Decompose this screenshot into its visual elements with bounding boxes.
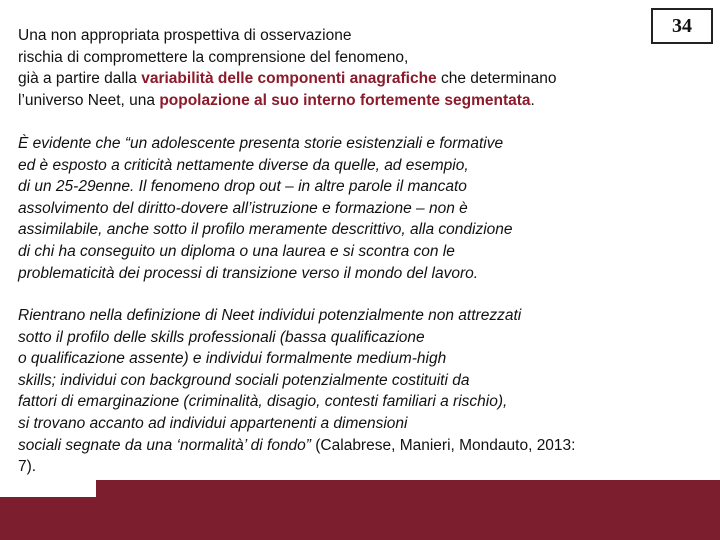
intro-line-4-end: . (530, 91, 535, 109)
quote2-line-5: fattori di emarginazione (criminalità, disagio, contesti familiari a rischio), (18, 393, 508, 411)
quote-paragraph-2 (18, 305, 688, 478)
footer-bar-left (0, 497, 96, 540)
intro-paragraph (18, 25, 688, 111)
quote2-line-6: si trovano accanto ad individui appartenenti a dimensioni (18, 414, 408, 432)
quote2-line-1: Rientrano nella definizione di Neet individui potenzialmente non attrezzati (18, 307, 522, 324)
quote1-line-3: di un 25-29enne. Il fenomeno drop out – in altre parole il mancato (18, 178, 467, 196)
quote1-line-4: assolvimento del diritto-dovere all’istruzione e formazione – non è (18, 199, 468, 217)
highlight-variabilita: variabilità delle componenti anagrafiche (141, 70, 437, 88)
intro-line-4-start: l’universo Neet, una (18, 91, 160, 109)
intro-line-2: rischia di compromettere la comprensione del fenomeno, (18, 48, 409, 66)
intro-line-3 (18, 68, 688, 90)
quote1-line-5: assimilabile, anche sotto il profilo meramente descrittivo, alla condizione (18, 221, 513, 239)
quote1-line-2: ed è esposto a criticità nettamente diverse da quelle, ad esempio, (18, 156, 469, 174)
intro-line-3-end: che determinano (436, 70, 557, 88)
citation: (Calabrese, Manieri, Mondauto, 2013: (310, 436, 576, 454)
intro-line-4 (18, 90, 688, 112)
quote1-line-1: È evidente che “un adolescente presenta storie esistenziali e formative (18, 135, 504, 152)
quote2-line-4: skills; individui con background sociali potenzialmente costituiti da (18, 371, 470, 389)
quote2-line-2: sotto il profilo delle skills professionali (bassa qualificazione (18, 328, 425, 346)
intro-line-1: Una non appropriata prospettiva di osservazione (18, 27, 352, 44)
footer-bar (96, 480, 720, 540)
quote2-line-7-italic: sociali segnate da una ‘normalità’ di fondo” (18, 436, 311, 454)
quote2-line-7 (18, 435, 688, 457)
quote1-line-6: di chi ha conseguito un diploma o una laurea e si scontra con le (18, 242, 455, 260)
citation-end: 7). (18, 458, 37, 476)
quote-paragraph-1 (18, 133, 688, 284)
quote2-line-3: o qualificazione assente) e individui formalmente medium-high (18, 350, 447, 368)
quote1-line-7: problematicità dei processi di transizione verso il mondo del lavoro. (18, 264, 479, 282)
highlight-popolazione: popolazione al suo interno fortemente segmentata (159, 91, 531, 109)
page-number: 34 (651, 8, 713, 44)
intro-line-3-start: già a partire dalla (18, 70, 142, 88)
